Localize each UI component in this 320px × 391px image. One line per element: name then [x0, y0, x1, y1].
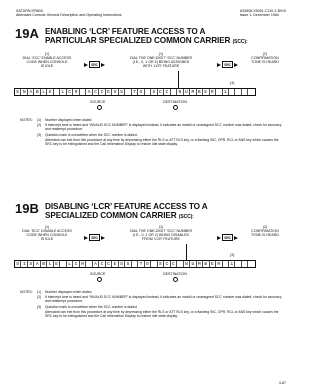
display-cell: E — [47, 89, 53, 95]
display-leader-line — [186, 244, 187, 260]
display-cell: S — [125, 261, 131, 267]
arrow-right-icon — [101, 63, 105, 67]
page-number: 4-87 — [278, 380, 286, 385]
display-cell: D — [15, 261, 21, 267]
display-cell: L — [41, 89, 47, 95]
product-name: SATURN EPABX — [16, 9, 44, 13]
call-info-display — [14, 260, 256, 268]
display-cell: L — [60, 89, 66, 95]
step-line: CONFIRMATION — [251, 229, 279, 234]
step-line: (I.E., 0, 1 OR 2) BEING ASSIGNED — [132, 60, 190, 65]
step-confirmation — [238, 225, 292, 237]
step-line: FROM ‘LCR’ FEATURE — [142, 237, 180, 242]
display-cell: E — [54, 261, 60, 267]
notes-label — [20, 123, 37, 131]
step-dial-scc-number — [106, 52, 216, 68]
note-item — [20, 310, 282, 318]
display-cell: E — [106, 89, 112, 95]
destination-indicator-icon — [173, 105, 178, 110]
note-number: (3) — [37, 304, 42, 309]
note-text: Number displayed when dialed. — [45, 118, 93, 122]
note-number: (2) — [37, 123, 42, 128]
display-cell: L — [67, 261, 73, 267]
notes-label — [20, 138, 37, 146]
step-line: DIAL ‘SCC’ ENABLE ACCESS — [22, 56, 72, 61]
display-cell: B — [41, 261, 47, 267]
display-cell: 1 — [229, 261, 235, 267]
note-number: (1) — [37, 118, 42, 122]
note-text: If intercept tone is heard and “INVALID SCC NUMBER” is displayed instead, it indicates an invalid or unassigned SCC number was dialed; check for accuracy and reattempt procedure. — [45, 123, 282, 132]
step-note-ref: (1) — [44, 225, 50, 229]
display-cell: O — [138, 89, 144, 95]
arrow-right-icon — [84, 63, 88, 67]
doc-header-left — [16, 9, 121, 17]
display-cell: A — [93, 261, 99, 267]
section-number: 19B — [15, 201, 39, 216]
doc-subtitle: Attendant Console General Description and Operating Instructions — [16, 13, 122, 18]
display-cell: C — [67, 89, 73, 95]
display-cell: E — [203, 89, 209, 95]
display-cell: M — [190, 89, 196, 95]
display-cell: 1 — [223, 89, 229, 95]
display-cell: T — [132, 89, 138, 95]
display-cell: C — [99, 89, 105, 95]
display-note-ref: (3) — [230, 253, 235, 257]
src-key[interactable]: SRC — [89, 61, 100, 68]
step-dial-disable-code — [12, 225, 82, 241]
doc-issue: Issue 1, December 1984 — [239, 13, 279, 18]
step-line: IS IDLE — [40, 237, 54, 242]
display-cell: U — [184, 89, 190, 95]
step-dial-scc-number — [106, 225, 216, 241]
display-cell: R — [80, 261, 86, 267]
note-item — [20, 295, 282, 303]
notes-label — [20, 310, 37, 318]
display-cell: S — [119, 261, 125, 267]
note-item — [20, 133, 282, 137]
step-line: DIAL ‘SCC’ DISABLE ACCESS — [22, 229, 72, 234]
source-label: SOURCE — [90, 272, 106, 276]
section-title — [45, 27, 248, 47]
step-line: TONE IS HEARD — [251, 60, 279, 65]
source-label: SOURCE — [90, 100, 106, 104]
display-cell: C — [106, 261, 112, 267]
display-cell: M — [197, 261, 203, 267]
note-text: Question mark is overwritten when the SCC number is dialed. — [45, 304, 138, 309]
step-line: TONE IS HEARD — [251, 233, 279, 238]
display-cell: S — [158, 261, 164, 267]
display-cell — [248, 261, 254, 267]
display-cell: A — [34, 261, 40, 267]
display-cell: C — [171, 261, 177, 267]
call-info-display — [14, 88, 256, 96]
doc-header-right — [240, 9, 286, 17]
display-cell: B — [203, 261, 209, 267]
note-number: (3) — [37, 132, 42, 137]
display-cell: A — [28, 89, 34, 95]
note-text: If intercept tone is heard and “INVALID SCC NUMBER” is displayed instead, it indicates an invalid or unassigned SCC number was dialed; check for accuracy and reattempt procedure. — [45, 295, 282, 304]
display-cell: S — [28, 261, 34, 267]
display-cell: C — [164, 261, 170, 267]
display-cell: R — [216, 261, 222, 267]
section-19a — [15, 27, 290, 47]
doc-number: A30808-X5051-C110-1-B919 — [239, 9, 286, 13]
step-line: IS IDLE — [40, 64, 54, 69]
source-indicator-icon — [97, 277, 102, 282]
section-title-line1: DISABLING ‘LCR’ FEATURE ACCESS TO A — [45, 202, 208, 211]
note-item — [20, 290, 282, 294]
section-19b — [15, 202, 290, 222]
display-cell: O — [145, 261, 151, 267]
section-title-line1: ENABLING ‘LCR’ FEATURE ACCESS TO A — [45, 27, 206, 36]
step-line: (I.E., 0, 1 OR 2) BEING DISABLED — [132, 233, 190, 238]
display-cell: C — [99, 261, 105, 267]
step-line: CODE WHEN CONSOLE — [26, 60, 68, 65]
display-cell: N — [177, 89, 183, 95]
notes-label: NOTES: — [20, 118, 33, 122]
note-item — [20, 123, 282, 131]
note-number — [37, 310, 45, 318]
display-leader-line — [178, 71, 179, 88]
notes-block — [20, 118, 282, 147]
note-text: Number displayed when dialed. — [45, 290, 93, 294]
notes-label — [20, 295, 37, 303]
display-cell: S — [112, 89, 118, 95]
display-cell — [248, 89, 254, 95]
step-dial-enable-code — [12, 52, 82, 68]
notes-label — [20, 133, 37, 137]
destination-label: DESTINATION — [163, 272, 187, 276]
step-line: DIAL THE ONE-DIGIT ‘SCC’ NUMBER — [129, 56, 193, 61]
section-title-line2: SPECIALIZED COMMON CARRIER — [45, 211, 177, 221]
display-cell: C — [164, 89, 170, 95]
step-note-ref: (2) — [262, 52, 268, 56]
display-cell: C — [158, 89, 164, 95]
display-cell: B — [34, 89, 40, 95]
arrow-right-icon — [101, 236, 105, 240]
note-item — [20, 138, 282, 146]
source-indicator-icon — [97, 105, 102, 110]
src-key[interactable]: SRC — [89, 234, 100, 241]
src-key[interactable]: SRC — [222, 61, 233, 68]
section-title-line2: PARTICULAR SPECIALIZED COMMON CARRIER — [45, 36, 231, 46]
note-text: Attendant can exit from this procedure at any time by depressing either the RLS or ATT RLS key, or a flashing INC, OPR, RCL or ANS key which causes the SRC key to be extinguished and the Call Information Display to restore idle state display. — [45, 309, 279, 319]
display-cell: E — [112, 261, 118, 267]
section-title-suffix: (SCC): — [178, 214, 194, 221]
note-item — [20, 118, 282, 122]
destination-label: DESTINATION — [163, 100, 187, 104]
display-cell: E — [15, 89, 21, 95]
note-text: Attendant can exit from this procedure at any time by depressing either the RLS or ATT RLS key, or a flashing INC, OPR, RCL or ANS key which causes the SRC key to be extinguished and the Call Information Display to restore idle state display. — [45, 137, 279, 147]
step-note-ref: (1) — [44, 52, 50, 56]
display-cell: R — [210, 89, 216, 95]
display-cell: L — [47, 261, 53, 267]
step-note-ref: (1) — [158, 52, 164, 56]
display-cell: T — [138, 261, 144, 267]
display-cell: U — [190, 261, 196, 267]
note-text: Question mark is overwritten when the SCC number is dialed. — [45, 132, 138, 137]
notes-block — [20, 290, 282, 319]
section-title-suffix: (SCC): — [232, 39, 248, 46]
display-cell: N — [21, 89, 27, 95]
src-key[interactable]: SRC — [222, 234, 233, 241]
display-cell: C — [93, 89, 99, 95]
display-cell: N — [184, 261, 190, 267]
note-number: (1) — [37, 290, 42, 294]
section-title — [45, 202, 208, 222]
note-item — [20, 305, 282, 309]
display-cell: R — [73, 89, 79, 95]
display-cell: E — [210, 261, 216, 267]
destination-indicator-icon — [173, 277, 178, 282]
display-cell: S — [151, 89, 157, 95]
note-number: (2) — [37, 295, 42, 300]
step-line: DIAL THE ONE-DIGIT ‘SCC’ NUMBER — [129, 229, 193, 234]
display-cell: I — [21, 261, 27, 267]
notes-label: NOTES: — [20, 290, 33, 294]
section-number: 19A — [15, 26, 39, 41]
step-line: CODE WHEN CONSOLE — [26, 233, 68, 238]
arrow-right-icon — [84, 236, 88, 240]
step-note-ref: (2) — [262, 225, 268, 229]
display-cell: B — [197, 89, 203, 95]
display-note-ref: (3) — [230, 81, 235, 85]
step-note-ref: (1) — [158, 225, 164, 229]
step-line: CONFIRMATION — [251, 56, 279, 61]
step-line: WITH ‘LCR’ FEATURE — [142, 64, 180, 69]
arrow-right-icon — [217, 236, 221, 240]
step-confirmation — [238, 52, 292, 64]
note-number — [37, 138, 45, 146]
display-cell: S — [119, 89, 125, 95]
notes-label — [20, 305, 37, 309]
display-cell: C — [73, 261, 79, 267]
display-cell: A — [86, 89, 92, 95]
arrow-right-icon — [217, 63, 221, 67]
